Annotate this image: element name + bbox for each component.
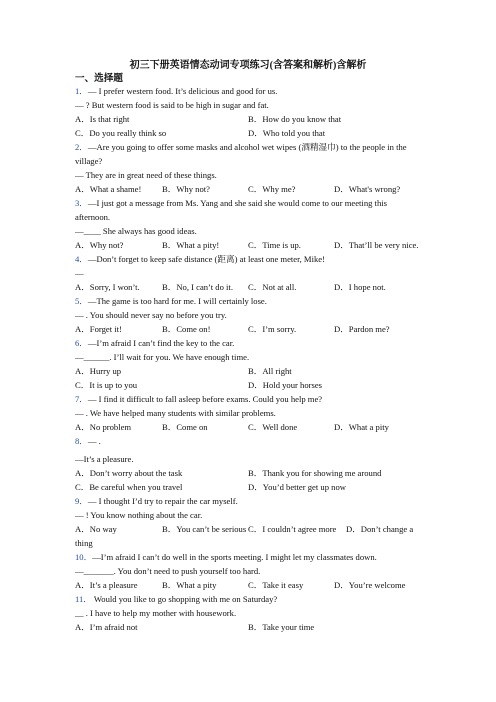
question-number: 9．: [75, 496, 88, 506]
question-9: [75, 496, 238, 506]
question-number: 1．: [75, 86, 88, 96]
option-a[interactable]: A．Is that right: [75, 114, 130, 124]
option-d[interactable]: D．You’re welcome: [334, 580, 406, 590]
option-a[interactable]: A．Why not?: [75, 240, 124, 250]
question-text: — . You should never say no before you try.: [75, 310, 227, 320]
section-heading: 一、选择题: [75, 73, 123, 84]
option-b[interactable]: B．Come on: [162, 422, 208, 432]
question-text: Would you like to go shopping with me on Saturday?: [91, 594, 278, 604]
option-a[interactable]: A．Sorry, I won’t.: [75, 282, 140, 292]
question-text: —Are you going to offer some masks and alcohol wet wipes (酒精湿巾) to the people in the: [87, 142, 407, 152]
question-text: —_______. You don’t need to push yourself too hard.: [75, 566, 261, 576]
question-number: 7．: [75, 394, 88, 404]
question-10: [75, 552, 377, 562]
option-a[interactable]: A．Hurry up: [75, 366, 122, 376]
option-d[interactable]: D．Don’t change a: [346, 524, 414, 534]
option-b[interactable]: B．No, I can’t do it.: [162, 282, 233, 292]
option-d[interactable]: D．Pardon me?: [334, 324, 390, 334]
option-c[interactable]: C．It is up to you: [75, 380, 138, 390]
question-text: —: [75, 268, 84, 278]
question-4: [75, 254, 325, 264]
option-a[interactable]: A．I’m afraid not: [75, 622, 138, 632]
option-a[interactable]: A．Forget it!: [75, 324, 122, 334]
option-c[interactable]: C．Time is up.: [248, 240, 301, 250]
question-11: [75, 594, 277, 604]
option-a[interactable]: A．What a shame!: [75, 184, 142, 194]
question-text: —I just got a message from Ms. Yang and she said she would come to our meeting this: [87, 198, 387, 208]
option-d[interactable]: D．Who told you that: [248, 128, 326, 138]
question-text: — I thought I’d try to repair the car myself.: [87, 496, 238, 506]
question-text: village?: [75, 156, 103, 166]
option-c[interactable]: C．Take it easy: [248, 580, 304, 590]
option-c[interactable]: C．Why me?: [248, 184, 296, 194]
option-a[interactable]: A．No way: [75, 524, 117, 534]
option-c[interactable]: C．I’m sorry.: [248, 324, 297, 334]
option-b[interactable]: B．How do you know that: [248, 114, 342, 124]
question-number: 8．: [75, 436, 88, 446]
option-a[interactable]: A．No problem: [75, 422, 132, 432]
question-text: —____ She always has good ideas.: [75, 226, 197, 236]
question-text: —The game is too hard for me. I will certainly lose.: [87, 296, 267, 306]
question-1: [75, 86, 277, 96]
question-text: —I’m afraid I can’t find the key to the car.: [87, 338, 235, 348]
option-b[interactable]: B．Come on!: [162, 324, 211, 334]
option-c[interactable]: C．Not at all.: [248, 282, 297, 292]
question-5: [75, 296, 267, 306]
option-c[interactable]: C．Be careful when you travel: [75, 482, 183, 492]
option-b[interactable]: B．Take your time: [248, 622, 315, 632]
option-b[interactable]: B．All right: [248, 366, 292, 376]
option-b[interactable]: B．What a pity: [162, 580, 217, 590]
question-text: — ! You know nothing about the car.: [75, 510, 203, 520]
question-number: 3．: [75, 198, 88, 208]
question-text: — They are in great need of these things.: [75, 170, 217, 180]
question-text: —It’s a pleasure.: [75, 454, 134, 464]
question-text: —______. I’ll wait for you. We have enough time.: [75, 352, 250, 362]
option-b[interactable]: B．Why not?: [162, 184, 210, 194]
question-number: 10．: [75, 552, 93, 562]
option-d[interactable]: D．What a pity: [334, 422, 389, 432]
document-title: 初三下册英语情态动词专项练习(含答案和解析)含解析: [129, 60, 367, 71]
question-text: — I prefer western food. It’s delicious and good for us.: [87, 86, 278, 96]
question-text: —I’m afraid I can’t do well in the sports meeting. I might let my classmates down.: [92, 552, 377, 562]
option-d[interactable]: D．Hold your horses: [248, 380, 322, 390]
option-b[interactable]: B．Thank you for showing me around: [248, 468, 382, 478]
option-c[interactable]: C．I couldn’t agree more: [248, 524, 337, 534]
option-c[interactable]: C．Do you really think so: [75, 128, 167, 138]
question-6: [75, 338, 234, 348]
option-a[interactable]: A．It’s a pleasure: [75, 580, 138, 590]
question-text: afternoon.: [75, 212, 111, 222]
question-text: —Don’t forget to keep safe distance (距离) at least one meter, Mike!: [87, 254, 325, 264]
question-number: 2．: [75, 142, 88, 152]
question-7: [75, 394, 322, 404]
option-c[interactable]: C．Well done: [248, 422, 298, 432]
question-8: [75, 436, 101, 446]
option-d-continued: thing: [75, 538, 93, 548]
option-b[interactable]: B．You can’t be serious: [162, 524, 247, 534]
question-number: 5．: [75, 296, 88, 306]
question-number: 4．: [75, 254, 88, 264]
option-b[interactable]: B．What a pity!: [162, 240, 220, 250]
option-d[interactable]: D．What's wrong?: [334, 184, 401, 194]
question-text: — . We have helped many students with similar problems.: [75, 408, 276, 418]
option-a[interactable]: A．Don’t worry about the task: [75, 468, 183, 478]
question-text: — I find it difficult to fall asleep before exams. Could you help me?: [87, 394, 323, 404]
question-text: — ? But western food is said to be high in sugar and fat.: [75, 100, 269, 110]
question-2: [75, 142, 407, 152]
question-text: — .: [87, 436, 101, 446]
option-d[interactable]: D．You’d better get up now: [248, 482, 346, 492]
question-3: [75, 198, 387, 208]
question-text: __ . I have to help my mother with housework.: [75, 608, 237, 618]
question-number: 11．: [75, 594, 92, 604]
option-d[interactable]: D．I hope not.: [334, 282, 386, 292]
option-d[interactable]: D．That’ll be very nice.: [334, 240, 419, 250]
question-number: 6．: [75, 338, 88, 348]
